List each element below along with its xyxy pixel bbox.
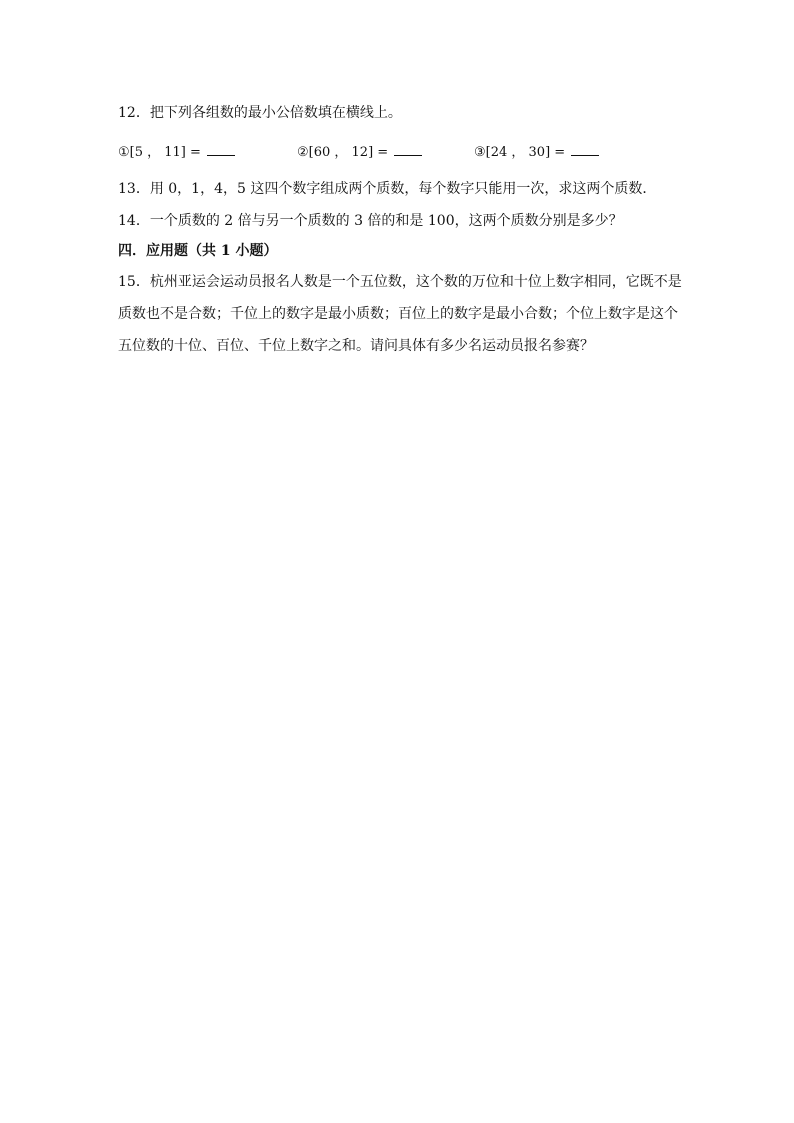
question-15-line-3: 五位数的十位、百位、千位上数字之和。请问具体有多少名运动员报名参赛？ <box>118 338 594 354</box>
question-14: 14．一个质数的 2 倍与另一个质数的 3 倍的和是 100，这两个质数分别是多少？ <box>118 213 623 229</box>
question-15-line-2: 质数也不是合数；千位上的数字是最小质数；百位上的数字是最小合数；个位上数字是这个 <box>118 306 678 322</box>
item-1-answer-blank[interactable] <box>207 141 235 156</box>
item-3-expression: ③[24 ， 30] = <box>474 145 566 160</box>
item-1-expression: ①[5 ， 11] = <box>118 145 201 160</box>
question-12-item-2 <box>297 141 422 163</box>
question-12-item-3 <box>474 141 599 163</box>
item-3-answer-blank[interactable] <box>571 141 599 156</box>
item-2-answer-blank[interactable] <box>394 141 422 156</box>
section-heading-4: 四．应用题（共 1 小题） <box>118 243 278 259</box>
question-12-title: 12．把下列各组数的最小公倍数填在横线上。 <box>118 105 402 121</box>
question-12-item-1 <box>118 141 235 163</box>
item-2-expression: ②[60 ， 12] = <box>297 145 389 160</box>
question-13: 13．用 0，1，4，5 这四个数字组成两个质数，每个数字只能用一次，求这两个质数． <box>118 181 657 197</box>
question-15-line-1: 15．杭州亚运会运动员报名人数是一个五位数，这个数的万位和十位上数字相同，它既不是 <box>118 274 682 290</box>
